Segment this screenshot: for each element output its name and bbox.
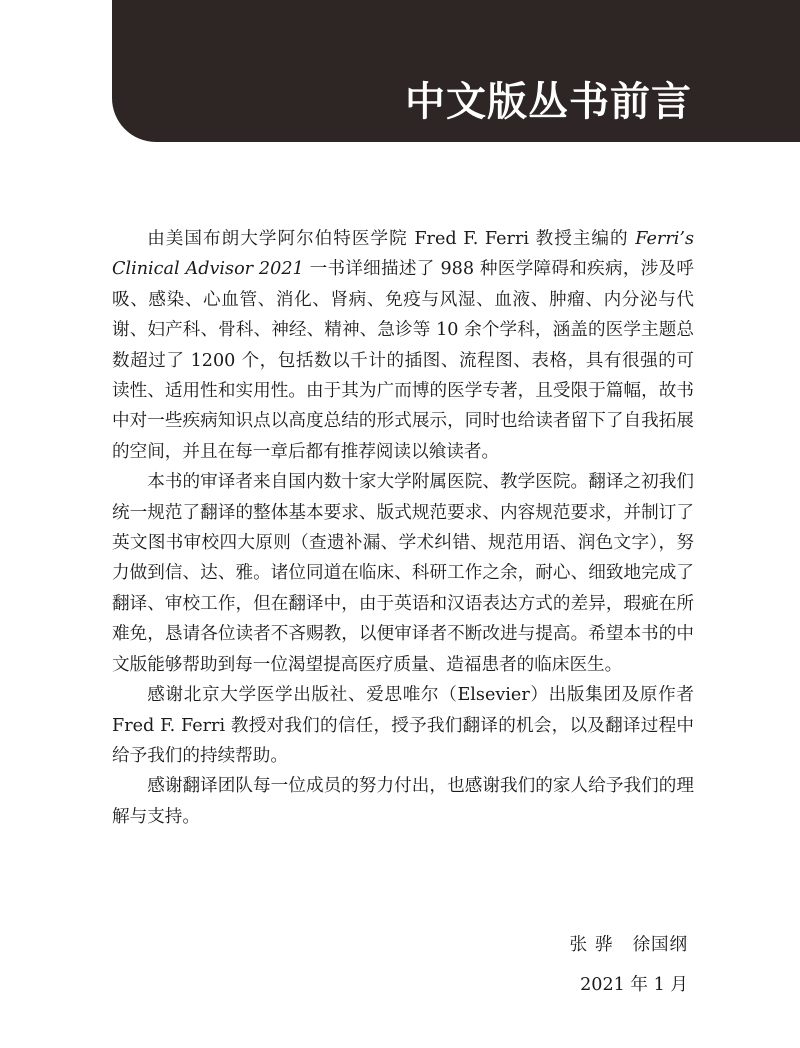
signature-block <box>570 930 688 1010</box>
preface-body <box>112 224 694 832</box>
author-name-1: 张骅 <box>569 935 621 955</box>
preface-paragraph-2: 本书的审译者来自国内数十家大学附属医院、教学医院。翻译之初我们统一规范了翻译的整体基本要求、版式规范要求、内容规范要求，并制订了英文图书审校四大原则（查遗补漏、学术纠错、规范用语、润色文字），努力做到信、达、雅。诸位同道在临床、科研工作之余，耐心、细致地完成了翻译、审校工作，但在翻译中，由于英语和汉语表达方式的差异，瑕疵在所难免，恳请各位读者不吝赐教，以便审译者不断改进与提高。希望本书的中文版能够帮助到每一位渴望提高医疗质量、造福患者的临床医生。 <box>112 472 694 675</box>
preface-paragraph-1 <box>112 224 694 467</box>
preface-paragraph-4: 感谢翻译团队每一位成员的努力付出，也感谢我们的家人给予我们的理解与支持。 <box>112 776 694 827</box>
header-band <box>112 0 800 142</box>
page-title: 中文版丛书前言 <box>405 78 692 125</box>
author-name-2: 徐国纲 <box>632 935 688 955</box>
p1-text-before: 由美国布朗大学阿尔伯特医学院 Fred F. Ferri 教授主编的 <box>147 229 636 249</box>
signature-date: 2021 年 1 月 <box>580 975 688 995</box>
book-title-italic: Ferri’s Clinical Advisor 2021 <box>112 229 694 280</box>
signature-authors <box>570 930 688 960</box>
preface-paragraph-3: 感谢北京大学医学出版社、爱思唯尔（Elsevier）出版集团及原作者 Fred F. Ferri 教授对我们的信任，授予我们翻译的机会，以及翻译过程中给予我们的持续帮助。 <box>112 685 694 766</box>
p1-text-after: 一书详细描述了 988 种医学障碍和疾病，涉及呼吸、感染、心血管、消化、肾病、免疫与风湿、血液、肿瘤、内分泌与代谢、妇产科、骨科、神经、精神、急诊等 10 余个学科，涵盖的医学主题总数超过了 1200 个，包括数以千计的插图、流程图、表格，具有很强的可读性、适用性和实用性。由于其为广而博的医学专著，且受限于篇幅，故书中对一些疾病知识点以高度总结的形式展示，同时也给读者留下了自我拓展的空间，并且在每一章后都有推荐阅读以飨读者。 <box>112 259 694 462</box>
